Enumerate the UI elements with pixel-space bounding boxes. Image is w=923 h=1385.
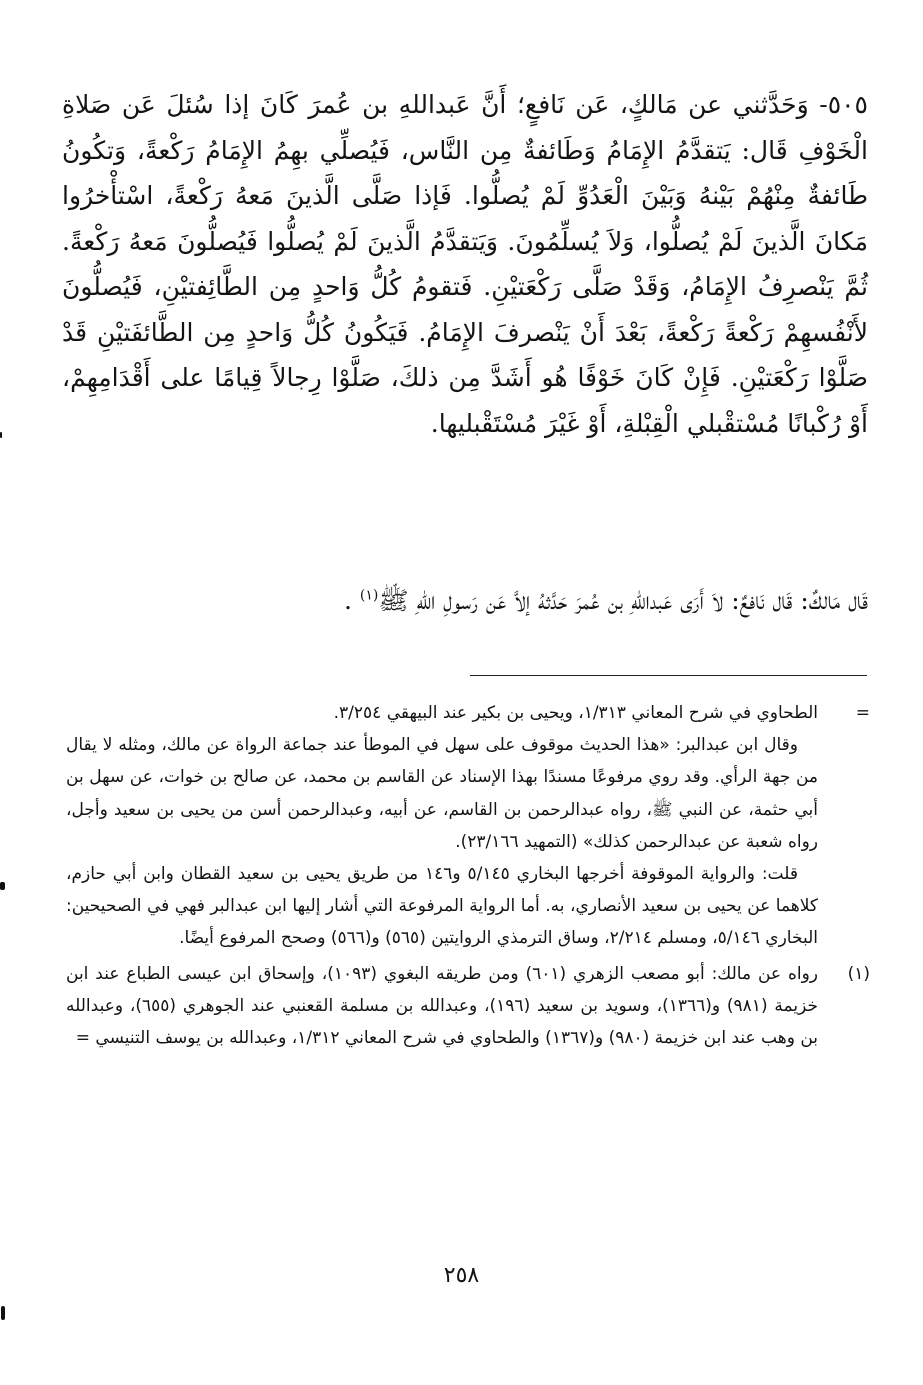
- hadith-paragraph: [62, 82, 868, 446]
- footnote-1-marker: (١): [847, 963, 870, 984]
- hadith-block: [62, 82, 868, 446]
- footnote-paragraph: قلت: والرواية الموقوفة أخرجها البخاري ٥/١٤٥ و١٤٦ من طريق يحيى بن سعيد القطان وابن أبي حازم، كلاهما عن يحيى بن سعيد الأنصاري، به. أما الرواية المرفوعة التي أشار إليها ابن عبدالبر فهي في الصحيحين: البخاري ٥/١٤٦، ومسلم ٢/٢١٤، وساق الترمذي الروايتين (٥٦٥) و(٥٦٦) وصحح المرفوع أيضًا.: [66, 864, 818, 949]
- hadith-number: ٥٠٥-: [819, 90, 868, 119]
- scan-mark: [0, 432, 2, 438]
- footnote-ref-1[interactable]: (١): [359, 587, 379, 604]
- footnote-paragraph: وقال ابن عبدالبر: «هذا الحديث موقوف على سهل في الموطأ عند جماعة الرواة عن مالك، ومثله لا يقال من جهة الرأي. وقد روي مرفوعًا مسندًا بهذا الإسناد عن القاسم بن محمد، عن صالح بن خوات، عن سهل بن أبي حثمة، عن النبي ﷺ، رواه عبدالرحمن بن القاسم، عن أبيه، وعبدالرحمن أسن من يحيى بن سعيد وأجل، رواه شعبة عن عبدالرحمن كذلك» (التمهيد ٢٣/١٦٦).: [66, 735, 818, 852]
- scan-mark: [1, 1306, 5, 1320]
- malik-text: قَال مَالكٌ: قَال نَافعٌ: لاَ أَرَى عَبداللهِ بن عُمرَ حَدَّثهُ إلاَّ عَن رَسولِ اللهِ ﷺ: [378, 586, 868, 615]
- malik-statement: [62, 578, 868, 624]
- hadith-text: وَحَدَّثني عن مَالكٍ، عَن نَافعٍ؛ أَنَّ عَبداللهِ بن عُمرَ كَانَ إذا سُئلَ عَن صَلاةِ الْخَوْفِ قَال: يَتقدَّمُ الإِمَامُ وَطَائفةٌ مِن النَّاس، فَيُصلِّي بهِمُ الإِمَامُ رَكْعةً، وَتكُونُ طَائفةٌ مِنْهُمْ بَيْنهُ وَبَيْنَ الْعَدُوِّ لَمْ يُصلُّوا. فَإذا صَلَّى الَّذينَ مَعهُ رَكْعةً، اسْتأْخرُوا مَكانَ الَّذينَ لَمْ يُصلُّوا، وَلاَ يُسلِّمُونَ. وَيَتقدَّمُ الَّذينَ لَمْ يُصلُّوا فَيُصلُّونَ مَعهُ رَكْعةً. ثُمَّ يَنْصرِفُ الإِمَامُ، وَقَدْ صَلَّى رَكْعَتيْنِ. فَتقومُ كُلُّ وَاحدٍ مِن الطَّائِفتيْنِ، فَيُصلُّونَ لأَنْفُسهِمْ رَكْعةً رَكْعةً، بَعْدَ أَنْ يَنْصرفَ الإِمَامُ. فَيَكُونُ كُلُّ وَاحدٍ مِن الطَّائفَتيْنِ قَدْ صَلَّوْا رَكْعَتيْنِ. فَإِنْ كَانَ خَوْفًا هُو أَشَدَّ مِن ذلكَ، صَلَّوْا رِجالاً قِيامًا على أَقْدَامِهِمْ، أَوْ رُكْبانًا مُسْتقْبلي الْقِبْلةِ، أَوْ غَيْرَ مُسْتَقْبليها.: [62, 90, 868, 438]
- footnote-1-text: رواه عن مالك: أبو مصعب الزهري (٦٠١) ومن طريقه البغوي (١٠٩٣)، وإسحاق ابن عيسى الطباع عند ابن خزيمة (٩٨١) و(١٣٦٦)، وسويد بن سعيد (١٩٦)، وعبدالله بن مسلمة القعنبي عند الجوهري (٦٥٥)، وعبدالله بن وهب عند ابن خزيمة (٩٨٠) و(١٣٦٧) والطحاوي في شرح المعاني ١/٣١٢، وعبدالله بن يوسف التنيسي =: [66, 963, 818, 1049]
- footnote-paragraph: الطحاوي في شرح المعاني ١/٣١٣، ويحيى بن بكير عند البيهقي ٣/٢٥٤.: [333, 703, 818, 723]
- page-number: ٢٥٨: [443, 1263, 480, 1288]
- footnote-1: [66, 958, 870, 1055]
- footnote-continuation: [66, 697, 870, 955]
- footnote-separator: [470, 675, 867, 676]
- malik-end: .: [343, 586, 360, 615]
- continuation-marker: =: [855, 703, 870, 723]
- footnotes-section: [66, 697, 870, 1054]
- malik-paragraph: [62, 578, 868, 624]
- scan-mark: [0, 882, 5, 890]
